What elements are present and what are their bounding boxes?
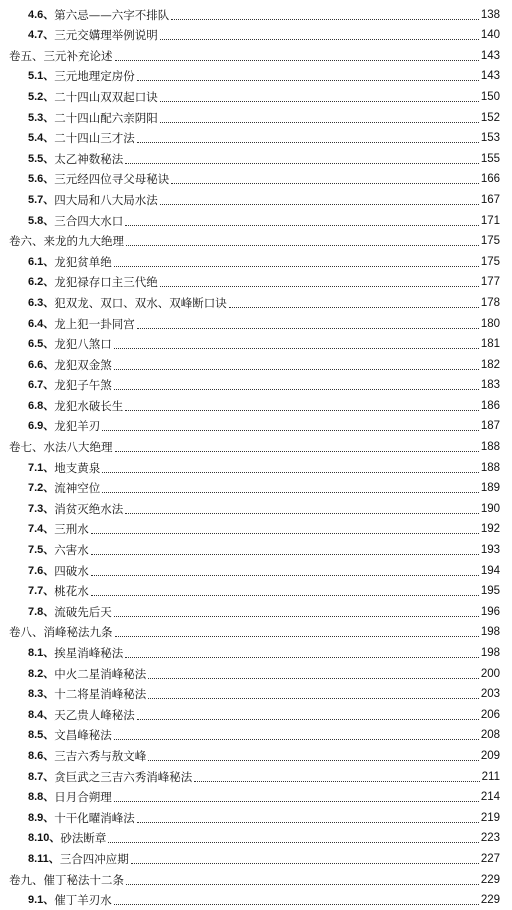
toc-entry-title: 卷九、催丁秘法十二条 — [9, 872, 124, 887]
toc-entry-number: 8.8、 — [28, 791, 55, 804]
toc-entry-title: 挨星消峰秘法 — [54, 646, 124, 660]
toc-entry-title: 四大局和八大局水法 — [54, 192, 158, 207]
dot-leader — [114, 801, 479, 802]
dot-leader — [114, 348, 479, 349]
toc-item-row[interactable] — [0, 725, 512, 746]
dot-leader — [126, 884, 479, 885]
toc-entry-number: 5.2、 — [28, 90, 55, 103]
toc-item-row[interactable] — [0, 169, 512, 190]
dot-leader — [137, 822, 479, 823]
toc-item-row[interactable] — [0, 581, 512, 602]
toc-entry-number: 8.10、 — [28, 832, 61, 845]
toc-item-row[interactable] — [0, 684, 512, 705]
toc-item-row[interactable] — [0, 375, 512, 396]
toc-entry-number: 7.2、 — [28, 482, 55, 495]
toc-page-number: 203 — [480, 688, 500, 701]
toc-entry-title: 三元交媾理举例说明 — [54, 28, 158, 43]
toc-page-number: 206 — [480, 708, 500, 721]
toc-entry-number: 8.1、 — [28, 647, 55, 659]
toc-item-row[interactable] — [0, 457, 512, 478]
toc-entry-number: 7.5、 — [28, 544, 55, 557]
toc-entry-title: 中火二星消峰秘法 — [54, 666, 147, 681]
toc-page-number: 214 — [480, 791, 500, 804]
toc-entry-number: 4.6、 — [28, 8, 55, 21]
toc-entry-title: 二十四山配六亲阴阳 — [54, 110, 158, 125]
toc-item-row[interactable] — [0, 745, 512, 766]
dot-leader — [137, 719, 479, 720]
table-of-contents — [0, 4, 512, 910]
toc-entry-number: 6.6、 — [28, 358, 55, 371]
toc-entry-title: 第六忌——六字不排队 — [54, 7, 170, 22]
toc-page-number: 187 — [480, 420, 500, 433]
toc-entry-title: 三刑水 — [54, 522, 89, 537]
dot-leader — [114, 739, 479, 740]
toc-page-number: 166 — [480, 173, 500, 186]
toc-entry-number: 5.3、 — [28, 111, 55, 124]
dot-leader — [171, 183, 479, 184]
toc-page-number: 186 — [480, 399, 500, 412]
toc-entry-title: 龙犯双金煞 — [54, 357, 112, 372]
dot-leader — [137, 80, 479, 81]
toc-item-row[interactable] — [0, 539, 512, 560]
toc-entry-number: 6.2、 — [28, 276, 55, 289]
dot-leader — [114, 266, 479, 267]
toc-item-row[interactable] — [0, 478, 512, 499]
toc-entry-title: 二十四山三才法 — [54, 131, 135, 146]
dot-leader — [137, 328, 479, 329]
toc-page-number: 208 — [480, 729, 500, 742]
toc-page-number: 138 — [480, 8, 500, 21]
dot-leader — [125, 410, 479, 411]
dot-leader — [91, 554, 479, 555]
toc-page-number: 183 — [480, 379, 500, 392]
dot-leader — [125, 657, 479, 658]
toc-page-number: 194 — [480, 564, 500, 577]
dot-leader — [148, 678, 479, 679]
toc-item-row[interactable] — [0, 251, 512, 272]
toc-page-number: 223 — [480, 832, 500, 845]
toc-entry-title: 贪巨武之三吉六秀消峰秘法 — [54, 769, 193, 784]
dot-leader — [131, 863, 479, 864]
toc-item-row[interactable] — [0, 313, 512, 334]
toc-entry-number: 8.4、 — [28, 708, 55, 721]
toc-item-row[interactable] — [0, 354, 512, 375]
dot-leader — [108, 842, 478, 843]
toc-item-row[interactable] — [0, 148, 512, 169]
toc-entry-title: 三合四冲应期 — [59, 851, 129, 866]
toc-entry-title: 三元经四位寻父母秘诀 — [54, 172, 170, 187]
toc-chapter-row[interactable] — [0, 45, 512, 66]
toc-item-row[interactable] — [0, 272, 512, 293]
toc-entry-number: 5.6、 — [28, 173, 55, 186]
toc-entry-title: 龙上犯一卦同宫 — [54, 316, 135, 331]
dot-leader — [160, 204, 479, 205]
toc-page-number: 211 — [481, 770, 500, 783]
dot-leader — [148, 698, 479, 699]
toc-entry-title: 卷六、来龙的九大绝理 — [9, 234, 124, 249]
dot-leader — [194, 781, 479, 782]
toc-entry-number: 9.1、 — [28, 894, 55, 907]
dot-leader — [148, 760, 479, 761]
toc-entry-title: 十干化曜消峰法 — [54, 810, 135, 825]
dot-leader — [114, 389, 479, 390]
toc-page-number: 229 — [480, 873, 500, 886]
dot-leader — [115, 636, 479, 637]
toc-entry-number: 4.7、 — [28, 29, 55, 42]
toc-item-row[interactable] — [0, 828, 512, 849]
toc-page-number: 192 — [480, 523, 500, 536]
toc-page-number: 181 — [480, 338, 500, 351]
toc-entry-title: 催丁羊刃水 — [54, 893, 112, 908]
dot-leader — [114, 369, 479, 370]
toc-item-row[interactable] — [0, 560, 512, 581]
toc-entry-number: 7.6、 — [28, 564, 55, 577]
toc-page-number: 150 — [480, 90, 500, 103]
toc-entry-title: 十二将星消峰秘法 — [54, 687, 147, 702]
toc-entry-title: 龙犯贫单绝 — [54, 254, 112, 269]
dot-leader — [102, 492, 479, 493]
toc-page-number: 219 — [480, 811, 500, 824]
toc-entry-title: 日月合朔理 — [54, 790, 112, 805]
toc-page-number: 195 — [480, 585, 500, 598]
toc-page-number: 175 — [480, 235, 500, 248]
toc-item-row[interactable] — [0, 601, 512, 622]
toc-item-row[interactable] — [0, 292, 512, 313]
toc-entry-number: 8.5、 — [28, 729, 55, 742]
toc-item-row[interactable] — [0, 519, 512, 540]
toc-page-number: 227 — [480, 852, 500, 865]
toc-entry-title: 犯双龙、双口、双水、双峰断口诀 — [54, 295, 227, 310]
toc-item-row[interactable] — [0, 128, 512, 149]
dot-leader — [102, 430, 479, 431]
toc-page-number: 155 — [480, 152, 500, 165]
toc-entry-number: 6.3、 — [28, 296, 55, 309]
toc-entry-number: 7.3、 — [28, 502, 55, 515]
toc-page-number: 152 — [480, 111, 500, 124]
toc-item-row[interactable] — [0, 86, 512, 107]
dot-leader — [229, 307, 479, 308]
toc-page-number: 198 — [480, 626, 500, 639]
toc-entry-number: 6.9、 — [28, 420, 55, 433]
toc-page-number: 193 — [480, 544, 500, 557]
toc-entry-number: 7.1、 — [28, 461, 55, 474]
toc-entry-title: 三吉六秀与敖文峰 — [54, 748, 147, 763]
toc-entry-title: 卷七、水法八大绝理 — [9, 440, 113, 455]
toc-entry-number: 7.4、 — [28, 523, 55, 536]
toc-entry-number: 5.5、 — [28, 152, 55, 165]
toc-entry-title: 三合四大水口 — [54, 213, 124, 228]
toc-page-number: 188 — [480, 461, 500, 474]
toc-page-number: 190 — [480, 502, 500, 515]
toc-entry-number: 5.1、 — [28, 70, 55, 83]
toc-item-row[interactable] — [0, 642, 512, 663]
dot-leader — [160, 101, 479, 102]
toc-page-number: 178 — [480, 296, 500, 309]
toc-entry-number: 6.8、 — [28, 399, 55, 412]
toc-entry-title: 太乙神数秘法 — [54, 151, 124, 166]
toc-item-row[interactable] — [0, 395, 512, 416]
toc-page-number: 189 — [480, 482, 500, 495]
toc-entry-title: 龙犯水破长生 — [54, 398, 124, 413]
toc-entry-title: 龙犯子午煞 — [54, 378, 112, 393]
toc-entry-title: 天乙贵人峰秘法 — [54, 707, 135, 722]
toc-item-row[interactable] — [0, 189, 512, 210]
toc-page-number: 175 — [480, 255, 500, 268]
toc-item-row[interactable] — [0, 25, 512, 46]
toc-page-number: 167 — [480, 193, 500, 206]
toc-item-row[interactable] — [0, 334, 512, 355]
dot-leader — [91, 533, 479, 534]
toc-item-row[interactable] — [0, 66, 512, 87]
dot-leader — [115, 60, 479, 61]
toc-entry-title: 流神空位 — [54, 481, 101, 496]
toc-entry-number: 7.7、 — [28, 585, 55, 598]
dot-leader — [115, 451, 479, 452]
dot-leader — [160, 286, 479, 287]
toc-entry-title: 龙犯八煞口 — [54, 337, 112, 352]
toc-page-number: 229 — [480, 894, 500, 907]
toc-entry-title: 地支黄泉 — [54, 460, 101, 475]
toc-chapter-row[interactable] — [0, 869, 512, 890]
toc-entry-number: 8.6、 — [28, 749, 55, 762]
dot-leader — [114, 616, 479, 617]
toc-item-row[interactable] — [0, 848, 512, 869]
toc-entry-number: 6.7、 — [28, 379, 55, 392]
toc-entry-title: 三元地理定房份 — [54, 69, 135, 84]
toc-entry-title: 文昌峰秘法 — [54, 728, 112, 743]
toc-item-row[interactable] — [0, 416, 512, 437]
toc-page-number: 196 — [480, 605, 500, 618]
toc-entry-number: 8.9、 — [28, 811, 55, 824]
dot-leader — [114, 904, 479, 905]
toc-entry-number: 6.5、 — [28, 338, 55, 351]
dot-leader — [125, 225, 479, 226]
toc-entry-number: 8.3、 — [28, 688, 55, 701]
toc-entry-title: 桃花水 — [54, 584, 89, 599]
toc-page-number: 153 — [480, 132, 500, 145]
toc-item-row[interactable] — [0, 4, 512, 25]
toc-page-number: 200 — [480, 667, 500, 680]
toc-item-row[interactable] — [0, 663, 512, 684]
toc-page-number: 177 — [480, 276, 500, 289]
toc-chapter-row[interactable] — [0, 622, 512, 643]
toc-item-row[interactable] — [0, 107, 512, 128]
toc-entry-title: 流破先后天 — [54, 604, 112, 619]
toc-entry-number: 7.8、 — [28, 605, 55, 618]
toc-chapter-row[interactable] — [0, 436, 512, 457]
toc-entry-number: 8.2、 — [28, 667, 55, 680]
toc-entry-title: 六害水 — [54, 543, 89, 558]
toc-page-number: 198 — [480, 647, 500, 659]
toc-item-row[interactable] — [0, 787, 512, 808]
dot-leader — [91, 595, 479, 596]
toc-entry-number: 8.11、 — [28, 852, 60, 865]
dot-leader — [102, 472, 479, 473]
toc-item-row[interactable] — [0, 807, 512, 828]
toc-page-number: 209 — [480, 749, 500, 762]
dot-leader — [160, 39, 479, 40]
toc-item-row[interactable] — [0, 890, 512, 910]
toc-entry-title: 卷五、三元补充论述 — [9, 48, 113, 63]
toc-entry-number: 6.1、 — [28, 255, 55, 268]
toc-item-row[interactable] — [0, 498, 512, 519]
toc-entry-title: 消贫灭绝水法 — [54, 501, 124, 516]
toc-page-number: 140 — [480, 29, 500, 42]
toc-entry-number: 5.7、 — [28, 193, 55, 206]
dot-leader — [171, 19, 479, 20]
toc-page-number: 180 — [480, 317, 500, 330]
dot-leader — [160, 122, 479, 123]
toc-entry-title: 二十四山双双起口诀 — [54, 89, 158, 104]
toc-entry-title: 龙犯禄存口主三代绝 — [54, 275, 158, 290]
dot-leader — [125, 163, 479, 164]
dot-leader — [91, 575, 479, 576]
toc-entry-title: 砂法断章 — [60, 831, 107, 846]
toc-page-number: 188 — [480, 441, 500, 454]
toc-page-number: 171 — [480, 214, 500, 227]
toc-entry-title: 四破水 — [54, 563, 89, 578]
toc-page-number: 182 — [480, 358, 500, 371]
toc-entry-number: 5.8、 — [28, 214, 55, 227]
toc-page-number: 143 — [480, 49, 500, 62]
toc-item-row[interactable] — [0, 704, 512, 725]
toc-entry-number: 5.4、 — [28, 132, 55, 145]
dot-leader — [137, 142, 479, 143]
toc-entry-number: 6.4、 — [28, 317, 55, 330]
toc-item-row[interactable] — [0, 766, 512, 787]
dot-leader — [125, 513, 479, 514]
dot-leader — [126, 245, 479, 246]
toc-entry-title: 卷八、消峰秘法九条 — [9, 625, 113, 640]
toc-item-row[interactable] — [0, 210, 512, 231]
toc-entry-title: 龙犯羊刃 — [54, 419, 101, 434]
toc-chapter-row[interactable] — [0, 231, 512, 252]
toc-page-number: 143 — [480, 70, 500, 83]
toc-entry-number: 8.7、 — [28, 770, 55, 783]
